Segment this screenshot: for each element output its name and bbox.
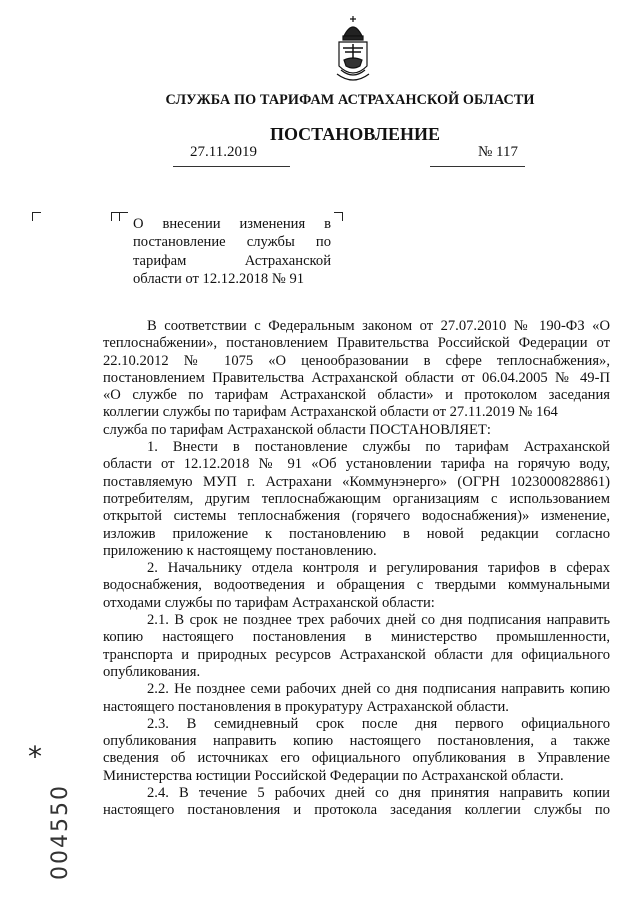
coat-of-arms-emblem xyxy=(331,14,375,86)
body-line: копию настоящего постановления в министерство промышленности, xyxy=(103,629,610,646)
corner-mark xyxy=(32,212,41,221)
body-line: 2.3. В семидневный срок после дня первого официального xyxy=(147,715,610,732)
body-line: 22.10.2012 № 1075 «О ценообразовании в сфере теплоснабжения», xyxy=(103,352,610,369)
organization-name: СЛУЖБА ПО ТАРИФАМ АСТРАХАНСКОЙ ОБЛАСТИ xyxy=(165,92,535,108)
body-line: настоящего постановления и протокола заседания коллегии службы по xyxy=(103,802,610,819)
body-line: водоснабжения, водоотведения и обращения с твердыми коммунальными xyxy=(103,577,610,594)
document-subject xyxy=(133,215,331,289)
body-line: открытой системы теплоснабжения (горячего водоснабжения)» изменение, xyxy=(103,508,610,525)
body-line: 2.2. Не позднее семи рабочих дней со дня подписания направить копию xyxy=(147,681,610,698)
body-line: сведения об источниках его официального опубликования в Управление xyxy=(103,750,610,767)
document-type-title: ПОСТАНОВЛЕНИЕ xyxy=(269,124,441,144)
body-line: 2.1. В срок не позднее трех рабочих дней со дня подписания направить xyxy=(147,612,610,629)
body-line: теплоснабжении», постановлением Правительства Российской Федерации от xyxy=(103,335,610,352)
body-line: отходами службы по тарифам Астраханской области: xyxy=(103,594,435,611)
subject-line: области от 12.12.2018 № 91 xyxy=(133,271,305,288)
body-line: В соответствии с Федеральным законом от 27.07.2010 № 190-ФЗ «О xyxy=(147,318,610,334)
body-line: Министерства юстиции Российской Федерации по Астраханской области. xyxy=(103,767,564,784)
body-line: постановлением Правительства Астраханской области от 06.04.2005 № 49-П xyxy=(103,369,610,386)
body-line: поставляемую МУП г. Астрахани «Коммунэнерго» (ОГРН 1023000828861) xyxy=(103,473,610,490)
body-line: коллегии службы по тарифам Астраханской области от 27.11.2019 № 164 xyxy=(103,404,558,421)
document-number: № 117 xyxy=(478,144,519,160)
body-line: опубликования направить копию настоящего постановления, а также xyxy=(103,733,610,750)
document-body xyxy=(103,318,610,820)
body-line: области от 12.12.2018 № 91 «Об установлении тарифа на горячую воду, xyxy=(103,456,610,473)
body-line: служба по тарифам Астраханской области ПОСТАНОВЛЯЕТ: xyxy=(103,421,491,438)
corner-mark xyxy=(119,212,128,221)
subject-line: тарифам Астраханской xyxy=(133,252,331,269)
margin-stamp-number: 004550 xyxy=(48,784,73,880)
number-underline xyxy=(430,166,525,167)
body-line: 2.4. В течение 5 рабочих дней со дня принятия направить копии xyxy=(147,785,610,802)
body-line: «О службе по тарифам Астраханской области» и протоколом заседания xyxy=(103,387,610,404)
subject-line: О внесении изменения в xyxy=(133,216,331,232)
body-line: 2. Начальнику отдела контроля и регулирования тарифов в сферах xyxy=(147,560,610,577)
date-underline xyxy=(173,166,290,167)
body-line: транспорта и природных ресурсов Астраханской области для официального xyxy=(103,646,610,663)
body-line: приложению к настоящему постановлению. xyxy=(103,542,377,559)
body-line: 1. Внести в постановление службы по тарифам Астраханской xyxy=(147,439,610,456)
subject-line: постановление службы по xyxy=(133,234,331,251)
body-line: потребителям, другим теплоснабжающим организациям с использованием xyxy=(103,490,610,507)
body-line: изложив приложение к постановлению в новой редакции согласно xyxy=(103,525,610,542)
corner-mark xyxy=(334,212,343,221)
body-line: опубликования. xyxy=(103,663,201,680)
body-line: настоящего постановления в прокуратуру Астраханской области. xyxy=(103,698,509,715)
margin-stamp-star: * xyxy=(28,740,42,773)
document-date: 27.11.2019 xyxy=(190,144,257,160)
